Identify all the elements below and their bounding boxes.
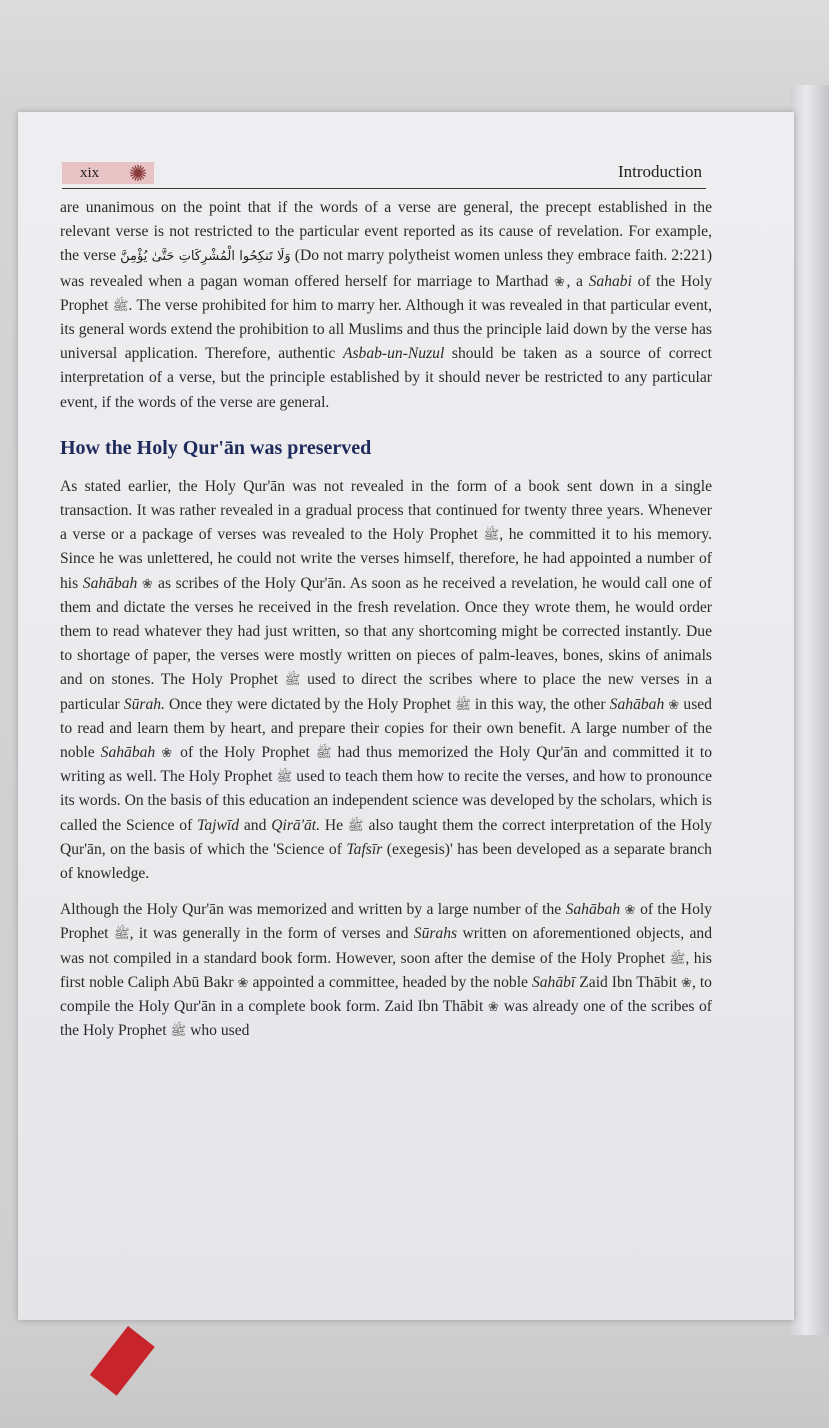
prophet-honorific-icon: ﷺ bbox=[112, 297, 129, 313]
companion-honorific-icon: ❀ bbox=[553, 273, 567, 289]
companions-honorific-icon: ❀ bbox=[668, 696, 680, 712]
companions-honorific-icon: ❀ bbox=[141, 575, 154, 591]
ornament-icon: ✺ bbox=[128, 161, 148, 186]
prophet-honorific-icon: ﷺ bbox=[113, 926, 130, 942]
prophet-honorific-icon: ﷺ bbox=[455, 696, 471, 712]
bookmark-ribbon bbox=[90, 1326, 155, 1396]
book-page bbox=[18, 112, 794, 1320]
section-heading: How the Holy Qur'ān was preserved bbox=[60, 436, 372, 459]
prophet-honorific-icon: ﷺ bbox=[170, 1023, 187, 1039]
paragraph-2: As stated earlier, the Holy Qur'ān was not revealed in the form of a book sent down in a single transaction. It was rather revealed in a gradual process that continued for twenty three years. Whenever a verse or a package of verses was revealed to the Holy Prophet ﷺ, he committed it to his memory. Since he was unlettered, he could not write the verses himself, therefore, he had appointed a number of his Sahābah ❀ as scribes of the Holy Qur'ān. As soon as he received a revelation, he would call one of them and dictate the verses he received in the fresh revelation. Once they wrote them, he would order them to read whatever they had just written, so that any shortcoming might be corrected instantly. Due to shortage of paper, the verses were mostly written on pieces of palm-leaves, bones, skins of animals and on stones. The Holy Prophet ﷺ used to direct the scribes where to place the new verses in a particular Sūrah. Once they were dictated by the Holy Prophet ﷺ in this way, the other Sahābah ❀ used to read and learn them by heart, and prepare their copies for their own benefit. A large number of the noble Sahābah ❀ of the Holy Prophet ﷺ had thus memorized the Holy Qur'ān and committed it to writing as well. The Holy Prophet ﷺ used to teach them how to recite the verses, and how to pronounce its words. On the basis of this education an independent science was developed by the scholars, which is called the Science of Tajwīd and Qirā'āt. He ﷺ also taught them the correct interpretation of the Holy Qur'ān, on the basis of which the 'Science of Tafsīr (exegesis)' has been developed as a separate branch of knowledge. bbox=[60, 477, 713, 883]
next-page-edge bbox=[790, 85, 829, 1335]
body-text bbox=[60, 196, 712, 1056]
paragraph-3: Although the Holy Qur'ān was memorized and written by a large number of the Sahābah ❀ of the Holy Prophet ﷺ, it was generally in the form of verses and Sūrahs written on aforementioned objects, and was not compiled in a standard book form. However, soon after the demise of the Holy Prophet ﷺ, his first noble Caliph Abū Bakr ❀ appointed a committee, headed by the noble Sahābī Zaid Ibn Thābit ❀, to compile the Holy Qur'ān in a complete book form. Zaid Ibn Thābit ❀ was already one of the scribes of the Holy Prophet ﷺ who used bbox=[60, 901, 712, 1040]
companions-honorific-icon: ❀ bbox=[624, 902, 636, 918]
companion-honorific-icon: ❀ bbox=[680, 974, 692, 990]
prophet-honorific-icon: ﷺ bbox=[347, 817, 364, 833]
companions-honorific-icon: ❀ bbox=[161, 745, 175, 761]
prophet-honorific-icon: ﷺ bbox=[483, 527, 500, 543]
prophet-honorific-icon: ﷺ bbox=[669, 950, 686, 966]
page-number: xix bbox=[80, 164, 100, 181]
paragraph-1: are unanimous on the point that if the words of a verse are general, the precept established in the relevant verse is not restricted to the particular event reported as its cause of revelation. For example, the verse وَلَا تَنكِحُوا الْمُشْرِكَاتِ حَتَّىٰ يُؤْمِنَّ (Do not marry polytheist women unless they embrace faith. 2:221) was revealed when a pagan woman offered herself for marriage to Marthad ❀, a Sahabi of the Holy Prophet ﷺ. The verse prohibited for him to marry her. Although it was revealed in that particular event, its general words extend the prohibition to all Muslims and thus the principle laid down by the verse has universal application. Therefore, authentic Asbab-un-Nuzul should be taken as a source of correct interpretation of a verse, but the principle established by it should never be restricted to any particular event, if the words of the verse are general. bbox=[60, 199, 713, 411]
companion-honorific-icon: ❀ bbox=[237, 974, 249, 990]
companion-honorific-icon: ❀ bbox=[487, 999, 500, 1015]
prophet-honorific-icon: ﷺ bbox=[276, 769, 293, 785]
arabic-verse: وَلَا تَنكِحُوا الْمُشْرِكَاتِ حَتَّىٰ يُؤْمِنَّ bbox=[120, 249, 291, 265]
chapter-title: Introduction bbox=[617, 162, 702, 181]
page-header bbox=[62, 158, 706, 189]
prophet-honorific-icon: ﷺ bbox=[284, 672, 301, 688]
prophet-honorific-icon: ﷺ bbox=[315, 745, 332, 761]
